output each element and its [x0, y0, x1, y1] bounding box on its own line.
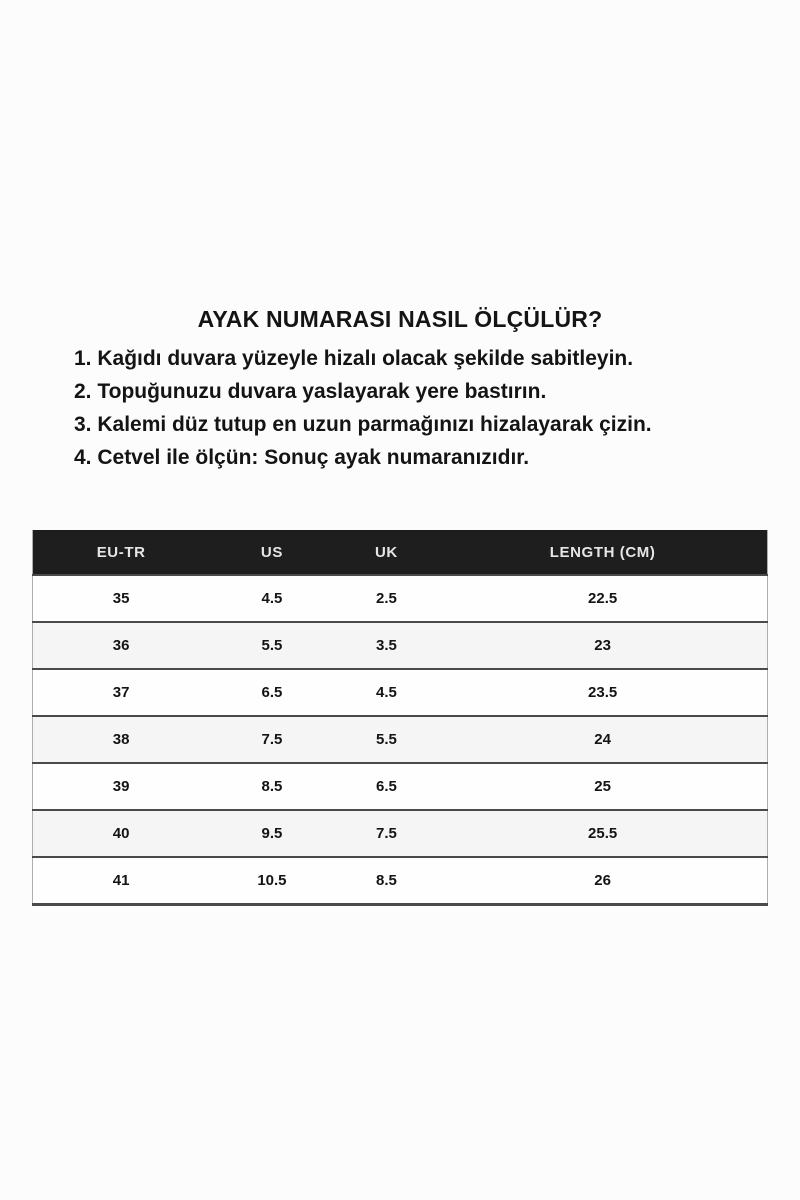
column-header-length-cm: LENGTH (CM) — [438, 530, 767, 575]
table-cell: 35 — [33, 575, 210, 622]
instructions-block — [0, 342, 800, 474]
table-row — [33, 622, 768, 669]
size-table-header — [33, 530, 768, 575]
table-cell: 4.5 — [335, 669, 439, 716]
page-title: AYAK NUMARASI NASIL ÖLÇÜLÜR? — [197, 306, 603, 332]
table-row — [33, 810, 768, 857]
table-cell: 5.5 — [209, 622, 334, 669]
table-cell: 37 — [33, 669, 210, 716]
table-cell: 3.5 — [335, 622, 439, 669]
table-cell: 6.5 — [335, 763, 439, 810]
table-cell: 23 — [438, 622, 767, 669]
size-table-body — [33, 575, 768, 905]
column-header-us: US — [209, 530, 334, 575]
table-cell: 7.5 — [209, 716, 334, 763]
table-cell: 23.5 — [438, 669, 767, 716]
table-cell: 6.5 — [209, 669, 334, 716]
header-row — [33, 530, 768, 575]
table-cell: 8.5 — [209, 763, 334, 810]
table-row — [33, 857, 768, 905]
table-cell: 40 — [33, 810, 210, 857]
table-cell: 39 — [33, 763, 210, 810]
table-row — [33, 763, 768, 810]
table-cell: 7.5 — [335, 810, 439, 857]
table-cell: 2.5 — [335, 575, 439, 622]
table-cell: 25 — [438, 763, 767, 810]
instruction-step-4: 4. Cetvel ile ölçün: Sonuç ayak numaranızıdır. — [74, 446, 530, 469]
table-cell: 25.5 — [438, 810, 767, 857]
size-chart-table — [32, 530, 768, 906]
table-cell: 9.5 — [209, 810, 334, 857]
table-row — [33, 716, 768, 763]
instruction-step-1: 1. Kağıdı duvara yüzeyle hizalı olacak şekilde sabitleyin. — [74, 347, 634, 370]
table-cell: 26 — [438, 857, 767, 905]
table-cell: 24 — [438, 716, 767, 763]
table-row — [33, 669, 768, 716]
table-cell: 22.5 — [438, 575, 767, 622]
table-row — [33, 575, 768, 622]
instruction-step-2: 2. Topuğunuzu duvara yaslayarak yere bastırın. — [74, 380, 547, 403]
column-header-eu-tr: EU-TR — [33, 530, 210, 575]
instruction-step-3: 3. Kalemi düz tutup en uzun parmağınızı hizalayarak çizin. — [74, 413, 652, 436]
table-cell: 8.5 — [335, 857, 439, 905]
column-header-uk: UK — [335, 530, 439, 575]
table-cell: 5.5 — [335, 716, 439, 763]
table-cell: 38 — [33, 716, 210, 763]
table-cell: 4.5 — [209, 575, 334, 622]
table-cell: 41 — [33, 857, 210, 905]
table-cell: 36 — [33, 622, 210, 669]
table-cell: 10.5 — [209, 857, 334, 905]
